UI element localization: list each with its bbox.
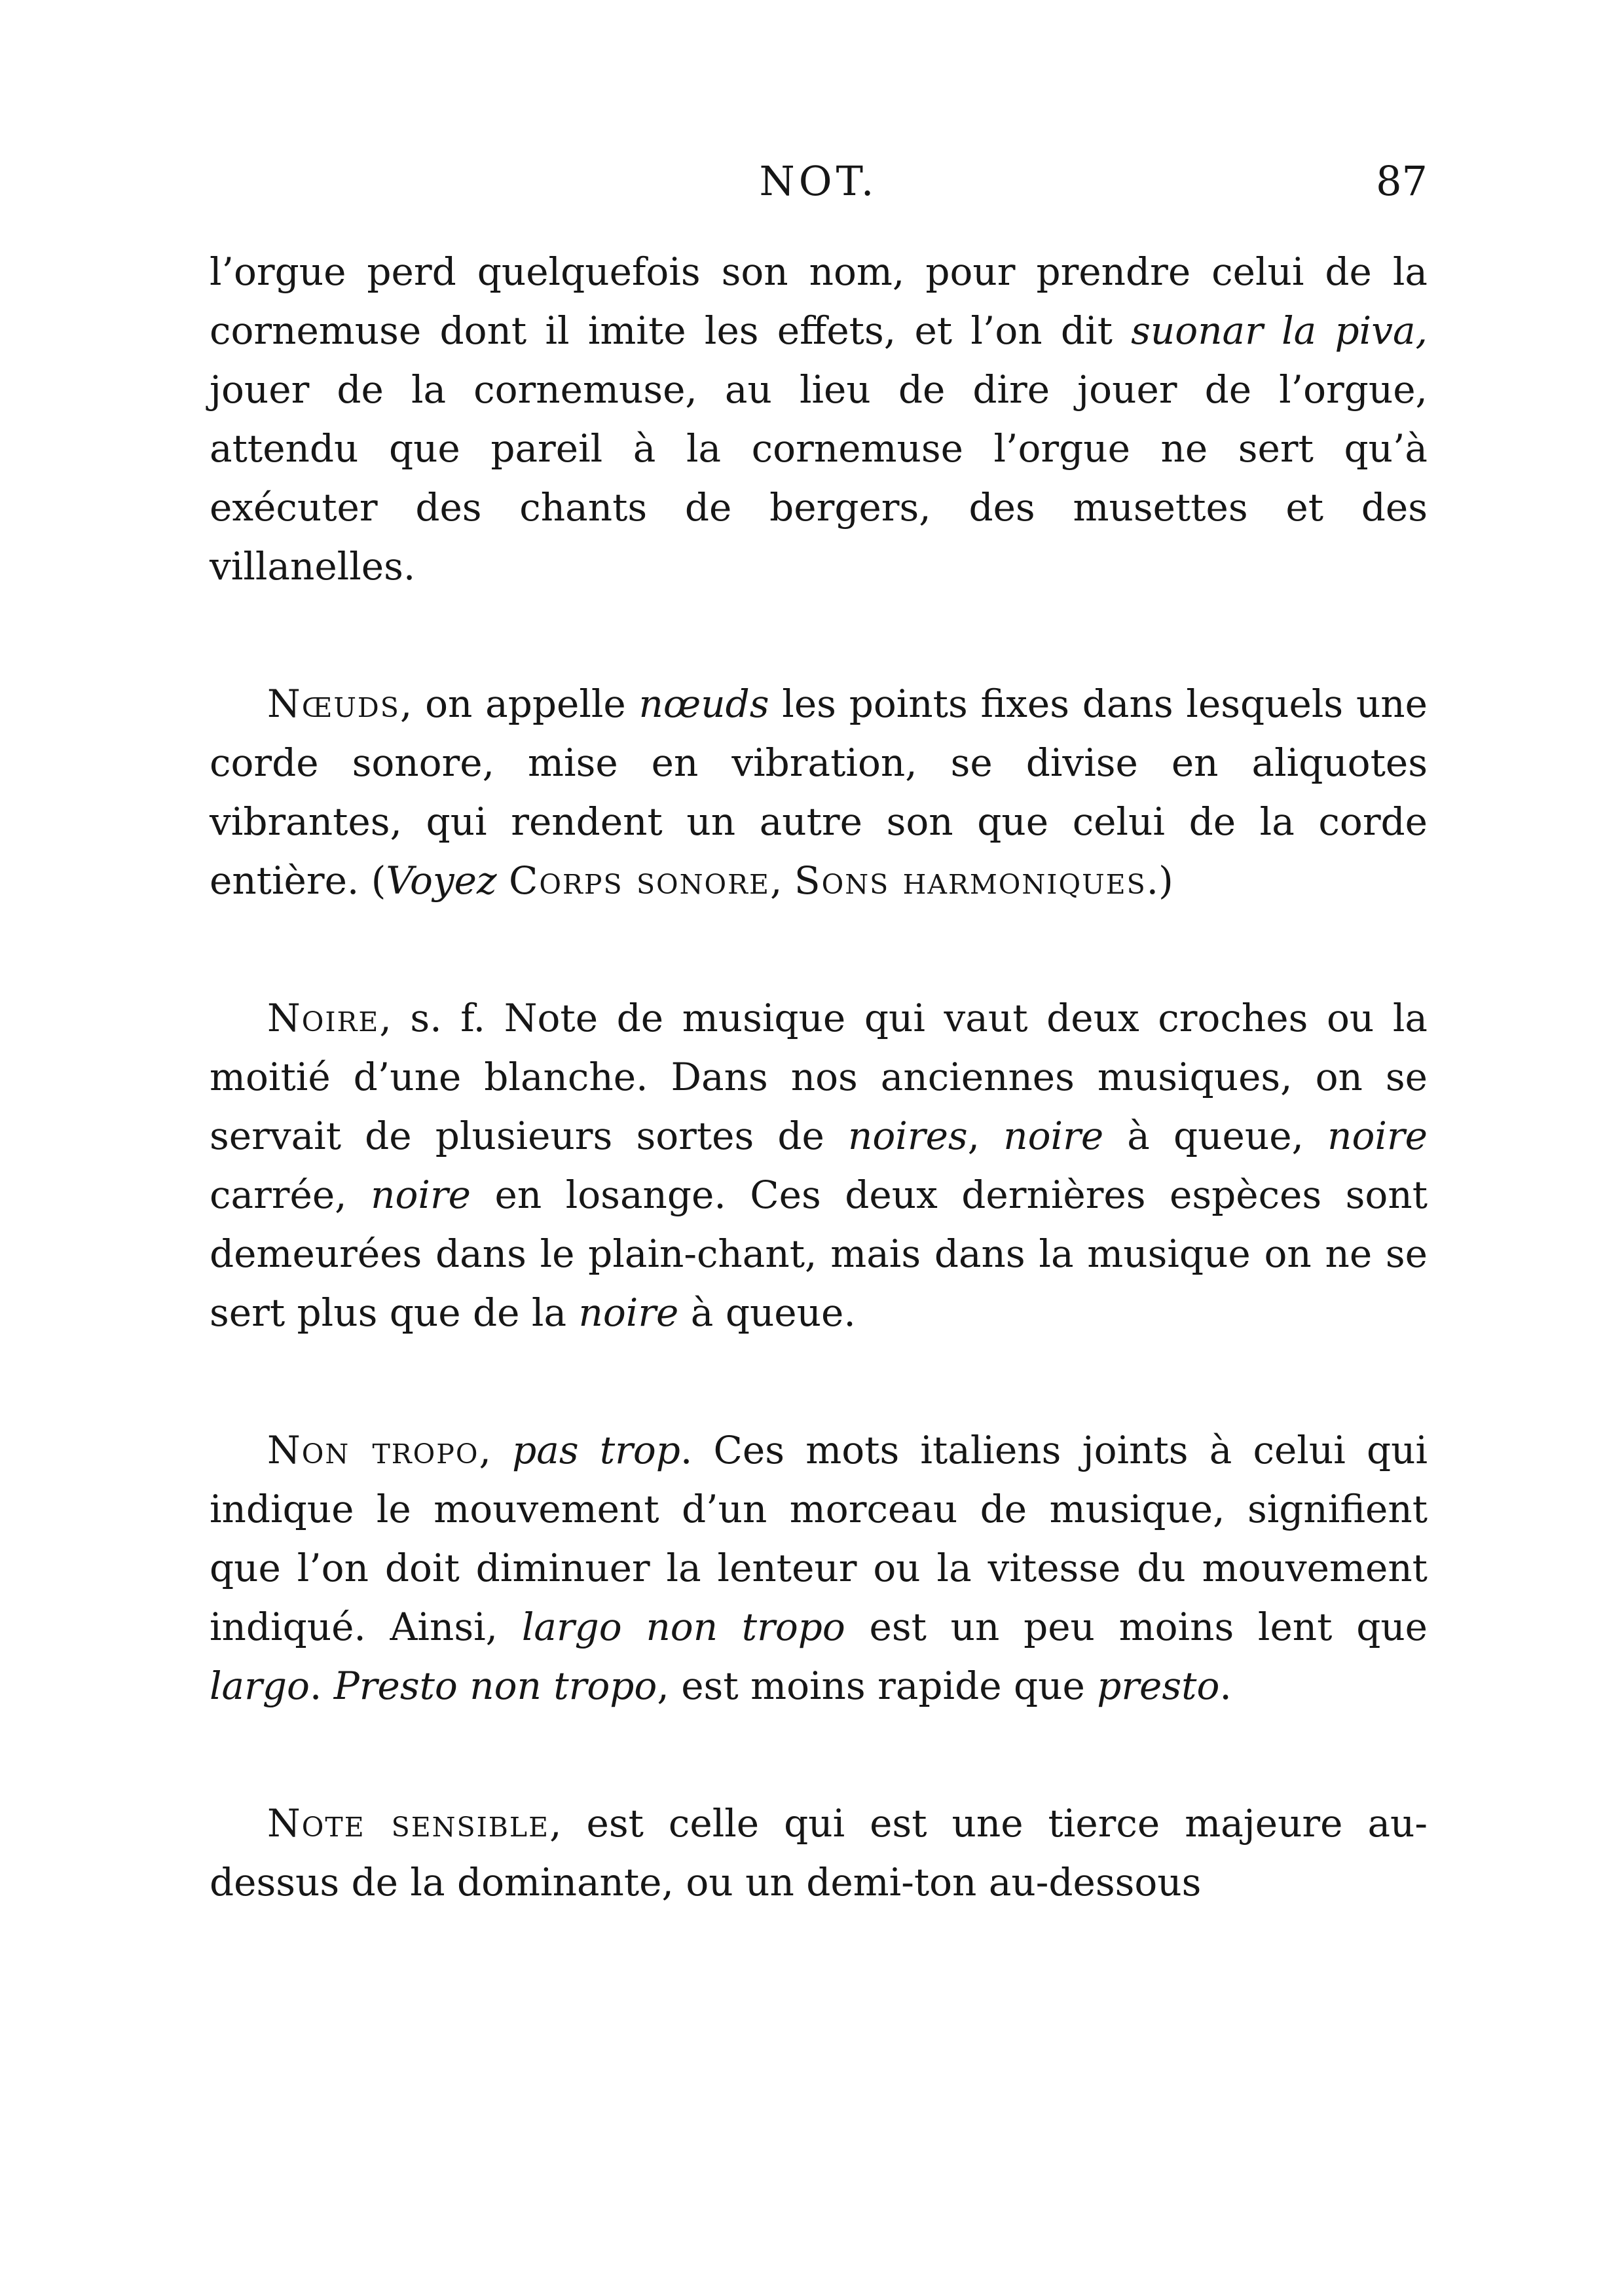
italic-term: Voyez <box>386 858 497 903</box>
entry-noeuds <box>210 674 1428 910</box>
text-run: l’orgue perd quelquefois son nom, pour prendre celui de la cornemuse dont il imite les effets, et l’on dit <box>210 249 1428 353</box>
text-run <box>497 858 509 903</box>
text-run: , <box>769 858 794 903</box>
italic-term: noire <box>1003 1114 1104 1158</box>
cross-reference: Corps sonore <box>509 858 770 903</box>
italic-term: noires <box>848 1114 968 1158</box>
text-run: , on appelle <box>399 682 639 726</box>
running-title: NOT. <box>759 157 878 205</box>
text-run: à queue. <box>678 1290 856 1335</box>
italic-term: largo non tropo <box>521 1605 845 1649</box>
entry-term: Nœuds <box>267 682 400 726</box>
italic-term: nœuds <box>638 682 769 726</box>
entry-term: Note sensible <box>267 1801 550 1846</box>
text-run: , est moins rapide que <box>657 1664 1098 1708</box>
text-run: en losange. Ces deux dernières espèces sont demeurées dans le plain-chant, mais dans la musique on ne se sert plus que de la <box>210 1173 1428 1335</box>
text-column <box>210 242 1428 1912</box>
text-run: , est celle qui est une tierce majeure au-dessus de la dominante, ou un demi-ton au-dessous <box>210 1801 1428 1904</box>
italic-term: largo <box>210 1664 310 1708</box>
entry-non-tropo <box>210 1421 1428 1715</box>
text-run: est un peu moins lent que <box>845 1605 1428 1649</box>
italic-term: noire <box>371 1173 471 1217</box>
text-run: , s. f. Note de musique qui vaut deux croches ou la moitié d’une blanche. Dans nos anciennes musiques, on se servait de plusieurs sortes de <box>210 996 1428 1158</box>
text-run: , <box>479 1428 513 1472</box>
entry-term: Non tropo <box>267 1428 479 1472</box>
italic-term: pas trop <box>512 1428 680 1472</box>
page-number: 87 <box>1376 157 1428 205</box>
text-run: . Ces mots italiens joints à celui qui indique le mouvement d’un morceau de musique, signifient que l’on doit diminuer la lenteur ou la vitesse du mouvement indiqué. Ainsi, <box>210 1428 1428 1649</box>
italic-term: noire <box>1327 1114 1428 1158</box>
text-run: les points fixes dans lesquels une corde sonore, mise en vibration, se divise en aliquotes vibrantes, qui rendent un autre son que celui de la corde entière. ( <box>210 682 1428 903</box>
italic-term: noire <box>578 1290 679 1335</box>
paragraph-continuation <box>210 242 1428 596</box>
italic-phrase: suonar la piva, <box>1131 308 1428 353</box>
entry-note-sensible <box>210 1794 1428 1912</box>
text-run: jouer de la cornemuse, au lieu de dire jouer de l’orgue, attendu que pareil à la cornemuse l’orgue ne sert qu’à exécuter des chants de bergers, des musettes et des villanelles. <box>210 367 1428 589</box>
text-run: . <box>1219 1664 1232 1708</box>
text-run: , <box>967 1114 1004 1158</box>
italic-term: presto <box>1097 1664 1220 1708</box>
text-run: à queue, <box>1103 1114 1328 1158</box>
italic-term: Presto non tropo <box>333 1664 657 1708</box>
text-run: .) <box>1146 858 1173 903</box>
running-head <box>210 152 1428 211</box>
entry-term: Noire <box>267 996 380 1040</box>
text-run: . <box>309 1664 334 1708</box>
cross-reference: Sons harmoniques <box>794 858 1147 903</box>
text-run: carrée, <box>210 1173 371 1217</box>
entry-noire <box>210 989 1428 1342</box>
